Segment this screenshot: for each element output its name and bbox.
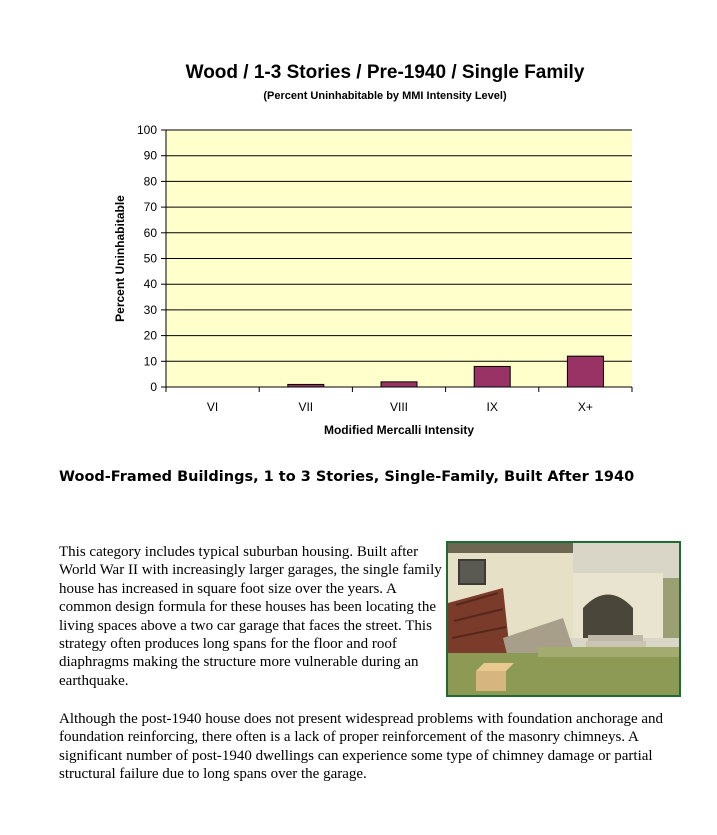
x-axis: [166, 387, 632, 414]
body-paragraph-1: This category includes typical suburban housing. Built after World War II with increasingly larger garages, the single family house has increased in square foot size over the years. A common design formula for these houses has been locating the living spaces above a two car garage that faces the street. This strategy often produces long spans for the floor and roof diaphragms making the structure more vulnerable during an earthquake.: [59, 544, 442, 689]
x-tick-label: IX: [486, 400, 498, 414]
y-tick-label: 10: [143, 354, 157, 369]
y-tick-label: 90: [143, 148, 157, 163]
bar-x-plus: [567, 356, 603, 387]
x-axis-label: Modified Mercalli Intensity: [323, 423, 475, 437]
y-axis: [137, 123, 166, 394]
y-tick-label: 100: [136, 123, 157, 137]
bar-viii: [381, 382, 417, 387]
chart-title: Wood / 1-3 Stories / Pre-1940 / Single Family: [185, 62, 585, 83]
y-tick-label: 40: [143, 277, 157, 292]
chart-subtitle: (Percent Uninhabitable by MMI Intensity Level): [263, 90, 507, 102]
y-tick-label: 60: [143, 225, 157, 240]
y-tick-label: 80: [143, 174, 157, 189]
x-tick-label: VII: [298, 400, 314, 414]
y-axis-label: Percent Uninhabitable: [113, 195, 127, 322]
body-paragraph-2: Although the post-1940 house does not present widespread problems with foundation anchorage and foundation reinforcing, there often is a lack of proper reinforcement of the masonry chimneys. A significant number of post-1940 dwellings can experience some type of chimney damage or partial structural failure due to long spans over the garage.: [59, 711, 664, 783]
x-tick-label: VI: [206, 400, 219, 414]
x-tick-label: VIII: [389, 400, 409, 414]
y-tick-label: 0: [150, 380, 157, 394]
bar-ix: [474, 366, 510, 387]
y-tick-label: 20: [143, 328, 157, 343]
x-tick-label: X+: [577, 400, 593, 414]
y-tick-label: 70: [143, 200, 157, 215]
section-heading: Wood-Framed Buildings, 1 to 3 Stories, Single-Family, Built After 1940: [59, 469, 635, 485]
bar-vii: [288, 384, 324, 387]
y-tick-label: 50: [143, 251, 157, 266]
house-damage-photo: [446, 541, 681, 697]
y-tick-label: 30: [143, 302, 157, 317]
